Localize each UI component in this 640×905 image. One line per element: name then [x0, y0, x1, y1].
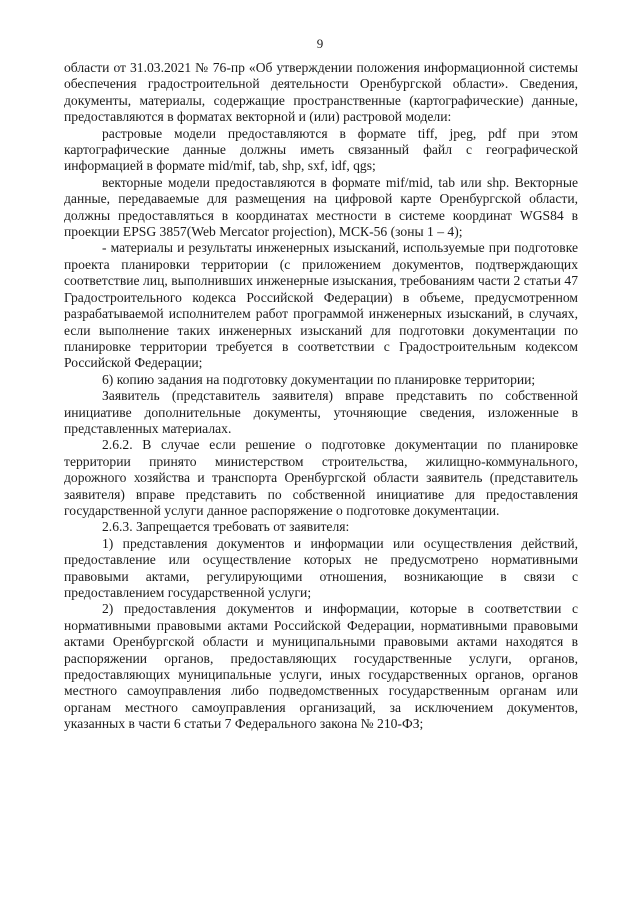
document-body — [64, 60, 578, 733]
paragraph-8: 2.6.3. Запрещается требовать от заявителя: — [102, 519, 350, 535]
paragraph-7: 2.6.2. В случае если решение о подготовке документации по планировке территории принято министерством строительства, жилищно-коммунального, дорожного хозяйства и транспорта Оренбургской области заявитель (представитель заявителя) вправе представить по собственной инициативе для предоставления государственной услуги данное распоряжение о подготовке документации. — [64, 437, 578, 518]
paragraph-9: 1) представления документов и информации или осуществления действий, предоставление или осуществление которых не предусмотрено нормативными правовыми актами, регулирующими отношения, возникающие в связи с предоставлением государственной услуги; — [64, 535, 578, 600]
page-number: 9 — [316, 36, 324, 51]
paragraph-10: 2) предоставления документов и информации, которые в соответствии с нормативными правовыми актами Российской Федерации, нормативными правовыми актами Оренбургской области и муниципальными правовыми актами находятся в распоряжении органов, предоставляющих государственные услуги, органов, предоставляющих муниципальные услуги, иных государственных органов, органов местного самоуправления либо подведомственных государственным органам или органам местного самоуправления организаций, за исключением документов, указанных в части 6 статьи 7 Федерального закона № 210-ФЗ; — [64, 601, 578, 732]
paragraph-4: - материалы и результаты инженерных изысканий, используемые при подготовке проекта планировки территории (с приложением документов, подтверждающих соответствие лиц, выполнивших инженерные изыскания, требованиям части 2 статьи 47 Градостроительного кодекса Российской Федерации) в объеме, предусмотренном разрабатываемой исполнителем работ программой инженерных изысканий, в случаях, если выполнение таких инженерных изысканий для подготовки документации по планировке территории требуется в соответствии с Градостроительным кодексом Российской Федерации; — [64, 240, 578, 371]
paragraph-1: области от 31.03.2021 № 76-пр «Об утверждении положения информационной системы обеспечения градостроительной деятельности Оренбургской области». Сведения, документы, материалы, содержащие пространственные (картографические) данные, предоставляются в форматах векторной и (или) растровой модели: — [64, 60, 578, 125]
paragraph-5: 6) копию задания на подготовку документации по планировке территории; — [102, 371, 536, 387]
paragraph-3: векторные модели предоставляются в формате mif/mid, tab или shp. Векторные данные, передаваемые для размещения на цифровой карте Оренбургской области, должны предоставляться в координатах местности в системе координат WGS84 в проекции EPSG 3857(Web Mercator projection), МСК-56 (зоны 1 – 4); — [64, 174, 578, 240]
paragraph-2: растровые модели предоставляются в формате tiff, jpeg, pdf при этом картографические данные должны иметь связанный файл с географической информацией в формате mid/mif, tab, shp, sxf, idf, qgs; — [64, 125, 578, 174]
paragraph-6: Заявитель (представитель заявителя) вправе представить по собственной инициативе дополнительные документы, уточняющие сведения, изложенные в представленных материалах. — [64, 388, 578, 436]
